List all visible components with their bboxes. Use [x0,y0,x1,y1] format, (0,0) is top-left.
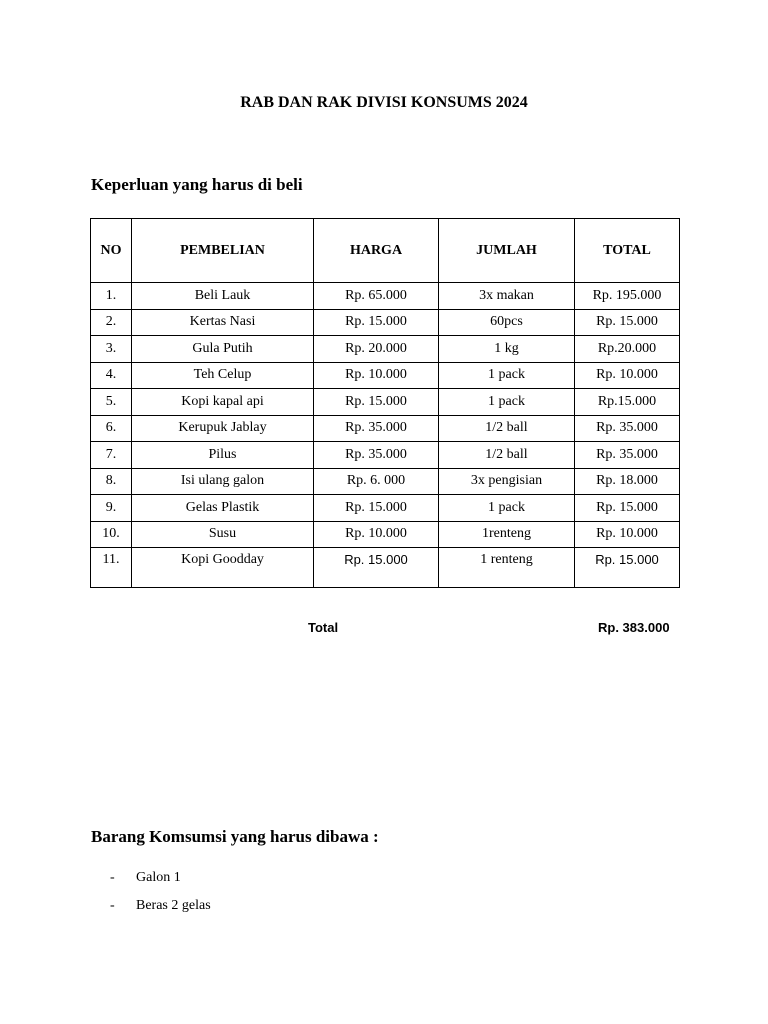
cell-no: 6. [91,415,132,442]
document-title: RAB DAN RAK DIVISI KONSUMS 2024 [240,94,528,111]
table-row [91,389,680,416]
table-row [91,521,680,548]
header-harga: HARGA [314,219,439,283]
list-item-text: Galon 1 [136,870,181,885]
table-header-row [91,219,680,283]
bullet-dash: - [110,870,115,885]
purchase-table [90,218,680,588]
cell-total: Rp. 15.000 [575,548,680,588]
cell-jumlah: 1renteng [439,521,575,548]
cell-pembelian: Kertas Nasi [132,309,314,336]
cell-jumlah: 60pcs [439,309,575,336]
cell-total: Rp.15.000 [575,389,680,416]
cell-harga: Rp. 35.000 [314,442,439,469]
cell-pembelian: Kopi Goodday [132,548,314,588]
cell-total: Rp. 195.000 [575,283,680,310]
bring-list [110,870,211,926]
header-pembelian: PEMBELIAN [132,219,314,283]
cell-jumlah: 1/2 ball [439,415,575,442]
header-no: NO [91,219,132,283]
cell-jumlah: 1 pack [439,495,575,522]
cell-jumlah: 1 kg [439,336,575,363]
table-row [91,309,680,336]
cell-pembelian: Gelas Plastik [132,495,314,522]
list-item-text: Beras 2 gelas [136,898,211,913]
table-row [91,442,680,469]
cell-pembelian: Beli Lauk [132,283,314,310]
cell-harga: Rp. 10.000 [314,521,439,548]
cell-harga: Rp. 15.000 [314,309,439,336]
cell-no: 1. [91,283,132,310]
cell-no: 10. [91,521,132,548]
table-body [91,283,680,588]
cell-no: 2. [91,309,132,336]
cell-total: Rp. 10.000 [575,521,680,548]
cell-pembelian: Isi ulang galon [132,468,314,495]
cell-harga: Rp. 35.000 [314,415,439,442]
purchase-section-heading: Keperluan yang harus di beli [91,175,303,194]
cell-jumlah: 1 pack [439,362,575,389]
table-row [91,495,680,522]
cell-harga: Rp. 6. 000 [314,468,439,495]
cell-total: Rp. 35.000 [575,415,680,442]
list-item [110,870,211,898]
cell-pembelian: Kerupuk Jablay [132,415,314,442]
cell-no: 3. [91,336,132,363]
cell-harga: Rp. 15.000 [314,389,439,416]
cell-total: Rp.20.000 [575,336,680,363]
bullet-dash: - [110,898,115,913]
cell-total: Rp. 18.000 [575,468,680,495]
cell-jumlah: 1/2 ball [439,442,575,469]
cell-total: Rp. 15.000 [575,495,680,522]
cell-no: 11. [91,548,132,588]
cell-jumlah: 1 renteng [439,548,575,588]
cell-jumlah: 3x makan [439,283,575,310]
list-item [110,898,211,926]
cell-no: 4. [91,362,132,389]
table-row [91,468,680,495]
cell-pembelian: Kopi kapal api [132,389,314,416]
table-row [91,548,680,588]
bring-section-heading: Barang Komsumsi yang harus dibawa : [91,827,379,846]
cell-no: 8. [91,468,132,495]
table-row [91,362,680,389]
cell-pembelian: Gula Putih [132,336,314,363]
total-value: Rp. 383.000 [598,620,670,635]
table-row [91,336,680,363]
cell-jumlah: 1 pack [439,389,575,416]
cell-pembelian: Teh Celup [132,362,314,389]
cell-pembelian: Susu [132,521,314,548]
cell-harga: Rp. 15.000 [314,548,439,588]
total-label: Total [308,620,339,635]
cell-pembelian: Pilus [132,442,314,469]
header-jumlah: JUMLAH [439,219,575,283]
header-total: TOTAL [575,219,680,283]
cell-harga: Rp. 65.000 [314,283,439,310]
cell-no: 7. [91,442,132,469]
cell-no: 9. [91,495,132,522]
cell-harga: Rp. 20.000 [314,336,439,363]
cell-total: Rp. 15.000 [575,309,680,336]
table-row [91,415,680,442]
cell-total: Rp. 10.000 [575,362,680,389]
cell-harga: Rp. 15.000 [314,495,439,522]
cell-jumlah: 3x pengisian [439,468,575,495]
cell-total: Rp. 35.000 [575,442,680,469]
cell-harga: Rp. 10.000 [314,362,439,389]
table-row [91,283,680,310]
cell-no: 5. [91,389,132,416]
